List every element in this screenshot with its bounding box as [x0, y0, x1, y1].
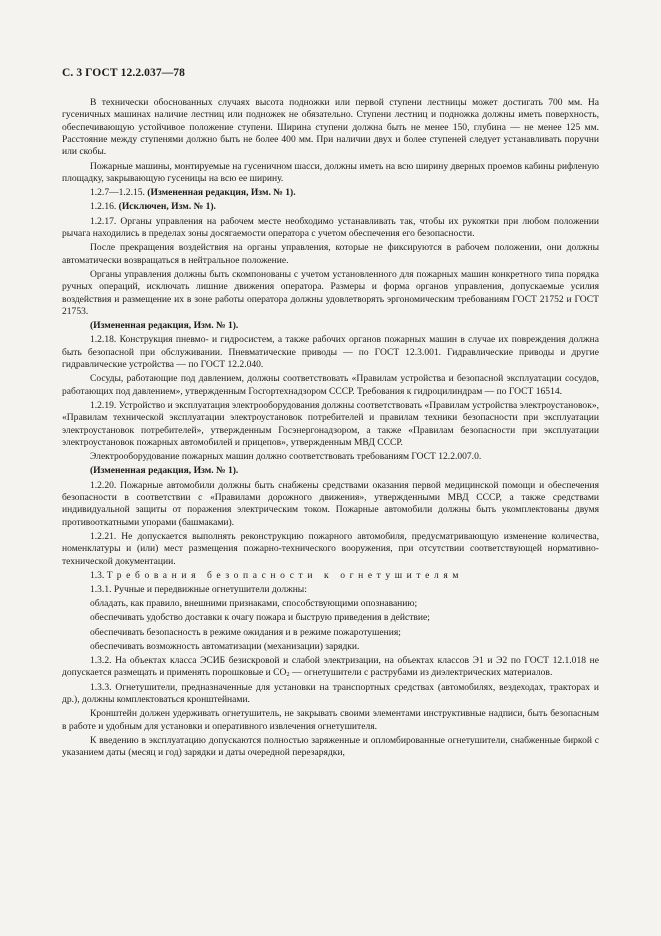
paragraph: 1.2.17. Органы управления на рабочем месте необходимо устанавливать так, чтобы их рукоятки при любом положении рычага находились в пределах зоны досягаемости оператора с учетом обеспечения его безопасности. [62, 215, 599, 239]
paragraph: Кронштейн должен удерживать огнетушитель, не закрывать своими элементами инструктивные надписи, быть безопасным в работе и удобным для установки и оперативного извлечения огнетушителя. [62, 708, 599, 732]
paragraph-amendment [62, 187, 599, 199]
document-body [62, 97, 599, 761]
clause-number: 1.2.16. [90, 201, 117, 213]
paragraph: После прекращения воздействия на органы управления, которые не фиксируются в рабочем положении, они должны автоматически возвращаться в нейтральное положение. [62, 242, 599, 266]
amendment-note: (Исключен, Изм. № 1). [118, 201, 216, 213]
paragraph: 1.2.21. Не допускается выполнять реконструкцию пожарного автомобиля, предусматривающую изменение количества, номенклатуры и (или) мест размещения пожарно-технического вооружения, при отсутствии соответствующей нормативно-технической документации. [62, 530, 599, 567]
paragraph: Пожарные машины, монтируемые на гусеничном шасси, должны иметь на всю ширину дверных проемов кабины рифленую площадку, закрывающую гусеницы на всю ее ширину. [62, 160, 599, 184]
list-item: обеспечивать безопасность в режиме ожидания и в режиме пожаротушения; [90, 626, 401, 638]
paragraph: 1.2.20. Пожарные автомобили должны быть снабжены средствами оказания первой медицинской помощи и обеспечения безопасности в соответствии с «Правилами дорожного движения», утвержденными МВД СССР, а также средствами индивидуальной защиты от поражения электрическим током. Пожарные автомобили должны быть укомплектованы двумя противооткатными упорами (башмаками). [62, 479, 599, 528]
paragraph: К введению в эксплуатацию допускаются полностью заряженные и опломбированные огнетушители, снабженные биркой с указанием даты (месяц и год) зарядки и даты очередной перезарядки, [62, 734, 599, 759]
list-item: обладать, как правило, внешними признаками, способствующими опознаванию; [90, 598, 418, 610]
paragraph-text: — огнетушители с раструбами из диэлектрических материалов. [289, 667, 553, 679]
section-heading [62, 570, 599, 582]
paragraph: 1.3.1. Ручные и передвижные огнетушители должны: [90, 583, 307, 595]
paragraph: 1.3.3. Огнетушители, предназначенные для установки на транспортных средствах (автомобилях, вездеходах, тракторах и др.), должны комплектоваться кронштейнами. [62, 681, 599, 706]
amendment-note: (Измененная редакция, Изм. № 1). [90, 320, 239, 332]
paragraph: 1.2.18. Конструкция пневмо- и гидросистем, а также рабочих органов пожарных машин в случае их повреждения должна быть безопасной при обслуживании. Пневматические приводы — по ГОСТ 12.3.001. Гидравлические приводы и другие гидравлические устройства — по ГОСТ 12.2.040. [62, 334, 599, 370]
paragraph: Сосуды, работающие под давлением, должны соответствовать «Правилам устройства и безопасной эксплуатации сосудов, работающих под давлением», утвержденным Госгортехнадзором СССР. Требования к гидроцилиндрам — по ГОСТ 16514. [62, 373, 599, 397]
amendment-note: (Измененная редакция, Изм. № 1). [147, 187, 296, 199]
paragraph: В технически обоснованных случаях высота подножки или первой ступени лестницы может достигать 700 мм. На гусеничных машинах наличие лестниц или подножек не обязательно. Ступени лестниц и подножка должны иметь поверхность, обеспечивающую устойчивое положение ступени. Ширина ступени должна быть не менее 150, глубина — не менее 125 мм. Расстояние между ступенями должно быть не более 400 мм. При наличии двух и более ступеней следует устанавливать поручни или скобы. [62, 97, 599, 158]
list-item: обеспечивать удобство доставки к очагу пожара и быструю приведения в действие; [90, 612, 430, 624]
paragraph: Электрооборудование пожарных машин должно соответствовать требованиям ГОСТ 12.2.007.0. [90, 451, 482, 463]
paragraph: 1.2.19. Устройство и эксплуатация электрооборудования должны соответствовать «Правилам устройства электроустановок», «Правилам технической эксплуатации электроустановок потребителей и правилам техники безопасности при эксплуатации электроустановок потребителей», утвержденным Госэнергонадзором, а также «Правилам безопасности при эксплуатации электроустановок пожарных автомобилей и прицепов», утвержденным МВД СССР. [62, 399, 599, 448]
section-title: Требования безопасности к огнетушителям [106, 569, 463, 581]
list-item: обеспечивать возможность автоматизации (механизации) зарядки. [90, 640, 360, 652]
amendment-note: (Измененная редакция, Изм. № 1). [90, 465, 239, 477]
paragraph-text: 1.3.2. На объектах класса ЭСИБ безискровой и слабой электризации, на объектах классов Э1 и Э2 по ГОСТ 12.1.018 не допускается размещать и применять порошковые и СО [62, 655, 599, 679]
page-header: С. 3 ГОСТ 12.2.037—78 [62, 67, 185, 79]
section-number: 1.3. [90, 569, 105, 581]
clause-number: 1.2.7—1.2.15. [90, 187, 145, 199]
paragraph-amendment [62, 201, 599, 213]
paragraph [62, 655, 599, 680]
subscript: 2 [286, 671, 290, 679]
paragraph: Органы управления должны быть скомпонованы с учетом установленного для пожарных машин конкретного типа порядка ручных операций, исключать лишние движения оператора. Размеры и формa органов управления, допускаемые усилия воздействия и размещение их в зоне работы оператора должны удовлетворять эргономическим требованиям ГОСТ 21752 и ГОСТ 21753. [62, 268, 599, 317]
